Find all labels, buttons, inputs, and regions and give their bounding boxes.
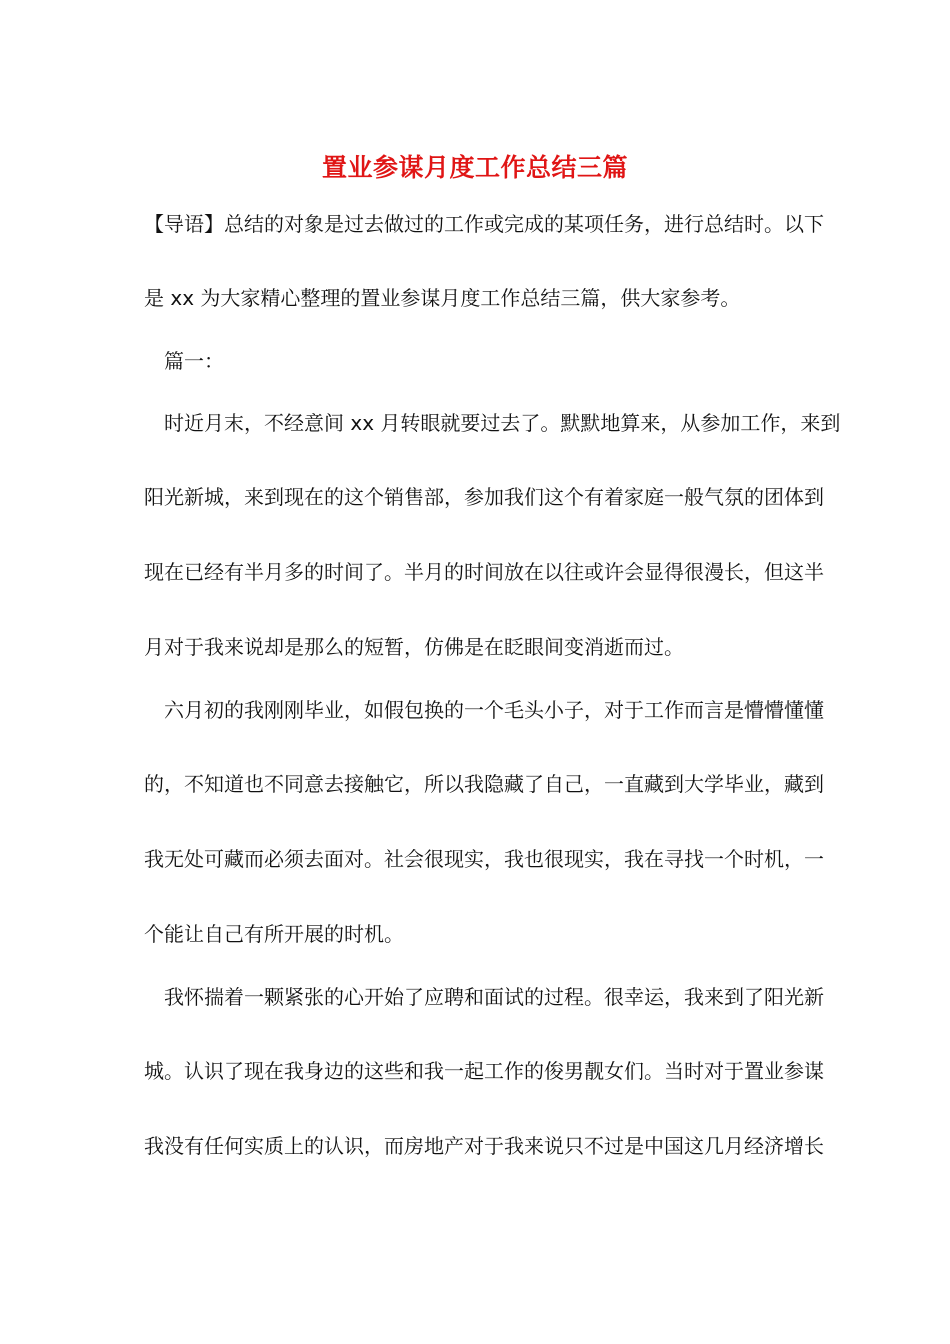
section-heading: 篇一： — [164, 349, 224, 373]
paragraph-2-line-1: 六月初的我刚刚毕业，如假包换的一个毛头小子，对于工作而言是懵懵懂懂 — [164, 698, 824, 722]
paragraph-1-line-3: 现在已经有半月多的时间了。半月的时间放在以往或许会显得很漫长，但这半 — [144, 560, 824, 584]
paragraph-3-line-2: 城。认识了现在我身边的这些和我一起工作的俊男靓女们。当时对于置业参谋 — [144, 1059, 824, 1083]
paragraph-2-line-4: 个能让自己有所开展的时机。 — [144, 922, 404, 946]
intro-line-1: 【导语】总结的对象是过去做过的工作或完成的某项任务，进行总结时。以下 — [144, 212, 824, 236]
paragraph-3-line-3: 我没有任何实质上的认识，而房地产对于我来说只不过是中国这几月经济增长 — [144, 1134, 824, 1158]
paragraph-1-line-1: 时近月末，不经意间 xx 月转眼就要过去了。默默地算来，从参加工作，来到 — [164, 411, 841, 435]
intro-line-2: 是 xx 为大家精心整理的置业参谋月度工作总结三篇，供大家参考。 — [144, 286, 741, 310]
paragraph-2-line-3: 我无处可藏而必须去面对。社会很现实，我也很现实，我在寻找一个时机，一 — [144, 847, 824, 871]
paragraph-1-line-4: 月对于我来说却是那么的短暂，仿佛是在眨眼间变消逝而过。 — [144, 635, 684, 659]
paragraph-2-line-2: 的，不知道也不同意去接触它，所以我隐藏了自己，一直藏到大学毕业，藏到 — [144, 772, 824, 796]
paragraph-1-line-2: 阳光新城，来到现在的这个销售部，参加我们这个有着家庭一般气氛的团体到 — [144, 485, 824, 509]
document-title: 置业参谋月度工作总结三篇 — [321, 153, 628, 182]
paragraph-3-line-1: 我怀揣着一颗紧张的心开始了应聘和面试的过程。很幸运，我来到了阳光新 — [164, 985, 824, 1009]
